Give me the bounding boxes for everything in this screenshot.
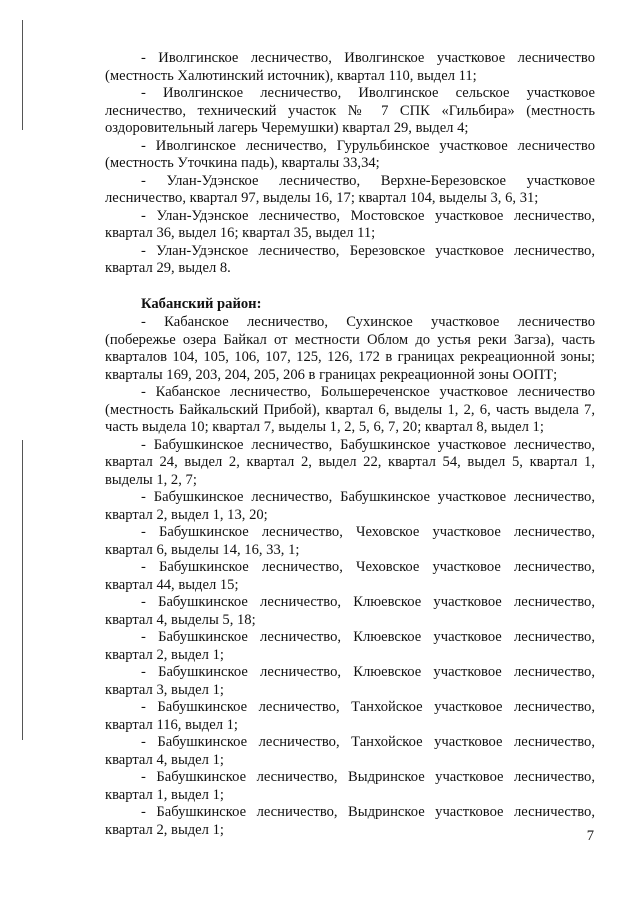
paragraph: - Иволгинское лесничество, Иволгинское участковое лесничество (местность Халютинский источник), квартал 110, выдел 11; xyxy=(105,50,595,84)
paragraph: - Бабушкинское лесничество, Танхойское участковое лесничество, квартал 4, выдел 1; xyxy=(105,734,595,768)
paragraph: - Бабушкинское лесничество, Клюевское участковое лесничество, квартал 4, выделы 5, 18; xyxy=(105,594,595,628)
paragraph: - Бабушкинское лесничество, Бабушкинское участковое лесничество, квартал 24, выдел 2, квартал 2, выдел 22, квартал 54, выдел 5, квартал 1, выделы 1, 2, 7; xyxy=(105,436,595,488)
document-body xyxy=(105,50,595,839)
paragraph: - Бабушкинское лесничество, Выдринское участковое лесничество, квартал 2, выдел 1; xyxy=(105,804,595,838)
paragraph: - Иволгинское лесничество, Гурульбинское участковое лесничество (местность Уточкина падь), кварталы 33,34; xyxy=(105,137,595,171)
paragraph: - Бабушкинское лесничество, Танхойское участковое лесничество, квартал 116, выдел 1; xyxy=(105,699,595,733)
paragraph: - Бабушкинское лесничество, Бабушкинское участковое лесничество, квартал 2, выдел 1, 13, 20; xyxy=(105,489,595,523)
paragraph: - Кабанское лесничество, Сухинское участковое лесничество (побережье озера Байкал от местности Облом до устья реки Загза), часть кварталов 104, 105, 106, 107, 125, 126, 172 в границах рекреационной зоны; кварталы 169, 203, 204, 205, 206 в границах рекреационной зоны ООПТ; xyxy=(105,314,595,383)
paragraph: - Бабушкинское лесничество, Клюевское участковое лесничество, квартал 3, выдел 1; xyxy=(105,664,595,698)
scan-margin-line xyxy=(22,440,23,740)
paragraph: - Кабанское лесничество, Большереченское участковое лесничество (местность Байкальский Прибой), квартал 6, выделы 1, 2, 6, часть выдела 7, часть выдела 10; квартал 7, выделы 1, 2, 5, 6, 7, 20; квартал 8, выдел 1; xyxy=(105,384,595,435)
page-number: 7 xyxy=(586,828,594,844)
paragraph: - Улан-Удэнское лесничество, Березовское участковое лесничество, квартал 29, выдел 8. xyxy=(105,242,595,276)
paragraph: - Иволгинское лесничество, Иволгинское сельское участковое лесничество, технический участок № 7 СПК «Гильбира» (местность оздоровительный лагерь Черемушки) квартал 29, выдел 4; xyxy=(105,85,595,136)
paragraph: - Бабушкинское лесничество, Чеховское участковое лесничество, квартал 6, выделы 14, 16, 33, 1; xyxy=(105,524,595,558)
paragraph: - Бабушкинское лесничество, Выдринское участковое лесничество, квартал 1, выдел 1; xyxy=(105,769,595,803)
scan-margin-line xyxy=(22,20,23,130)
paragraph: - Бабушкинское лесничество, Клюевское участковое лесничество, квартал 2, выдел 1; xyxy=(105,629,595,663)
paragraph: - Бабушкинское лесничество, Чеховское участковое лесничество, квартал 44, выдел 15; xyxy=(105,559,595,593)
paragraph: - Улан-Удэнское лесничество, Верхне-Березовское участковое лесничество, квартал 97, выделы 16, 17; квартал 104, выделы 3, 6, 31; xyxy=(105,172,595,206)
section-title: Кабанский район: xyxy=(141,295,262,312)
paragraph: - Улан-Удэнское лесничество, Мостовское участковое лесничество, квартал 36, выдел 16; квартал 35, выдел 11; xyxy=(105,207,595,241)
